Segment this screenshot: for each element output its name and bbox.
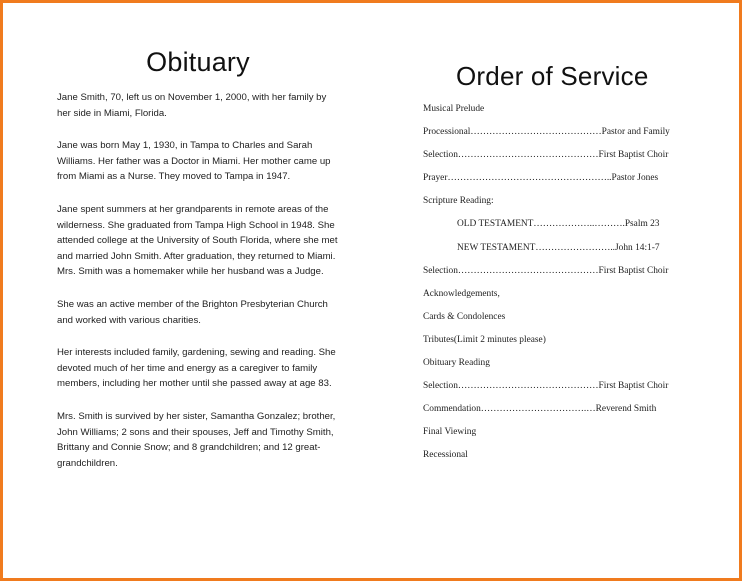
- service-item: Commendation…………………………….…Reverend Smith: [423, 404, 657, 415]
- service-item: Selection………………………………………First Baptist Choir: [423, 381, 669, 392]
- obituary-paragraph: Jane Smith, 70, left us on November 1, 2000, with her family by her side in Miami, Florida.: [57, 92, 327, 119]
- service-item: Processional……………………………………Pastor and Family: [423, 127, 670, 138]
- service-item: Musical Prelude: [423, 104, 485, 114]
- obituary-paragraph: Jane spent summers at her grandparents in remote areas of the wilderness. She graduated from Tampa High School in 1948. She attended college at the University of South Florida, where she met and married John Smith. After graduation, they returned to Miami. Mrs. Smith was a homemaker while her husband was a Judge.: [57, 203, 338, 278]
- obituary-title: Obituary: [146, 47, 250, 77]
- service-item: Cards & Condolences: [423, 311, 506, 322]
- service-item: Prayer……………………………………………..Pastor Jones: [423, 173, 659, 184]
- service-item: Selection………………………………………First Baptist Choir: [423, 265, 669, 276]
- obituary-column: [57, 47, 339, 488]
- service-subitem: OLD TESTAMENT………………..……….Psalm 23: [457, 219, 660, 230]
- service-item: Obituary Reading: [423, 358, 490, 369]
- service-subitem: NEW TESTAMENT……………………..John 14:1-7: [457, 242, 660, 253]
- service-item: Final Viewing: [423, 427, 477, 438]
- order-of-service-column: [423, 61, 703, 474]
- service-item: Recessional: [423, 450, 468, 461]
- service-item: Tributes(Limit 2 minutes please): [423, 334, 546, 345]
- service-item: Acknowledgements,: [423, 288, 500, 299]
- obituary-paragraph: She was an active member of the Brighton Presbyterian Church and worked with various charities.: [57, 298, 328, 326]
- obituary-paragraph: Her interests included family, gardening, sewing and reading. She devoted much of her time and energy as a caregiver to family members, including her mother until she passed away at age 83.: [57, 347, 336, 390]
- order-of-service-title: Order of Service: [456, 61, 649, 91]
- service-item: Scripture Reading:: [423, 196, 494, 207]
- obituary-paragraph: Jane was born May 1, 1930, in Tampa to Charles and Sarah Williams. Her father was a Doctor in Miami. Her mother came up from Miami as a Nurse. They moved to Tampa in 1947.: [57, 140, 331, 183]
- service-item: Selection………………………………………First Baptist Choir: [423, 150, 669, 161]
- obituary-paragraph: Mrs. Smith is survived by her sister, Samantha Gonzalez; brother, John Williams; 2 sons and their spouses, Jeff and Timothy Smith, Brittany and Connie Snow; and 8 grandchildren; and 12 great-grandchildren.: [57, 410, 336, 469]
